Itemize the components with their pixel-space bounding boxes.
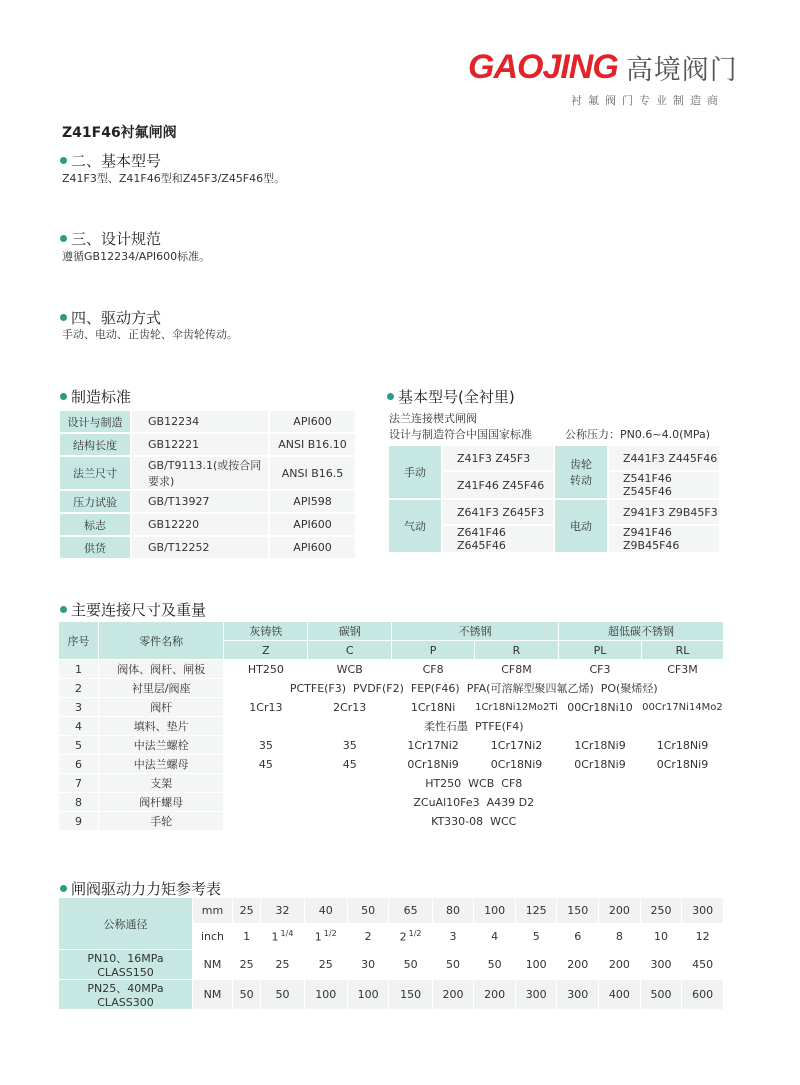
size-inch: [233, 924, 261, 950]
model-cell: Z941F3 Z9B45F3: [608, 499, 720, 525]
inch-whole: 1: [314, 930, 322, 944]
table-row: [59, 774, 724, 793]
size-inch: [682, 924, 724, 950]
material-group-header: 不锈钢: [392, 622, 559, 641]
model-cell: Z941F46 Z9B45F46: [608, 525, 720, 553]
col-header-no: 序号: [59, 622, 99, 660]
row-number: 7: [59, 774, 99, 793]
row-number: 8: [59, 793, 99, 812]
material-cell: 00Cr18Ni10: [559, 698, 642, 717]
part-name: 支架: [98, 774, 224, 793]
size-mm: 125: [515, 898, 557, 924]
size-mm: 300: [682, 898, 724, 924]
model-cell: Z641F3 Z645F3: [442, 499, 554, 525]
torque-value: 300: [557, 980, 599, 1010]
torque-value: 300: [515, 980, 557, 1010]
torque-value: 50: [233, 980, 261, 1010]
size-inch: [474, 924, 516, 950]
gb-standard: GB/T13927: [131, 490, 269, 513]
basic-models-line1: 法兰连接楔式闸阀: [389, 412, 477, 425]
material-code: R: [475, 641, 559, 660]
torque-value: 50: [474, 950, 516, 980]
bullet-dot-icon: [60, 157, 67, 164]
drive-type-label: 气动: [388, 499, 442, 553]
torque-value: 50: [261, 980, 304, 1010]
section-heading-design: 三、设计规范: [60, 228, 161, 249]
model-cell: Z641F46 Z645F46: [442, 525, 554, 553]
size-inch: [557, 924, 599, 950]
size-inch: [347, 924, 389, 950]
row-number: 3: [59, 698, 99, 717]
row-label: 标志: [59, 513, 131, 536]
table-row: [59, 898, 724, 924]
drive-type-label: 手动: [388, 445, 442, 499]
part-name: 中法兰螺母: [98, 755, 224, 774]
table-row: [59, 717, 724, 736]
torque-value: 30: [347, 950, 389, 980]
bullet-dot-icon: [60, 314, 67, 321]
row-label: 供货: [59, 536, 131, 559]
material-cell: 1Cr18Ni9: [559, 736, 642, 755]
torque-value: 50: [389, 950, 432, 980]
material-cell: 35: [308, 736, 392, 755]
table-row: [59, 490, 356, 513]
material-code: P: [392, 641, 475, 660]
pressure-class-label: PN25、40MPa CLASS300: [59, 980, 193, 1010]
gb-standard: GB/T9113.1(或按合同要求): [131, 456, 269, 490]
size-inch: [304, 924, 347, 950]
api-standard: API598: [269, 490, 356, 513]
material-cell: 1Cr18Ni9: [641, 736, 723, 755]
unit-mm: mm: [193, 898, 233, 924]
inch-whole: 2: [364, 930, 372, 943]
connection-table: [58, 621, 724, 831]
table-row: [59, 736, 724, 755]
col-header-part: 零件名称: [98, 622, 224, 660]
material-cell: 00Cr17Ni14Mo2: [641, 698, 723, 717]
torque-value: 450: [682, 950, 724, 980]
row-number: 4: [59, 717, 99, 736]
material-group-header: 碳钢: [308, 622, 392, 641]
table-row: [59, 433, 356, 456]
material-cell: 45: [308, 755, 392, 774]
basic-models-pressure: 公称压力：PN0.6~4.0(MPa): [565, 428, 711, 441]
material-cell: CF8: [392, 660, 475, 679]
unit-nm: NM: [193, 950, 233, 980]
drive-type-label: 齿轮 转动: [554, 445, 608, 499]
gb-standard: GB12234: [131, 410, 269, 433]
torque-value: 100: [515, 950, 557, 980]
section-text-drive: 手动、电动、正齿轮、伞齿轮传动。: [62, 328, 238, 341]
size-mm: 250: [640, 898, 682, 924]
inch-whole: 1: [243, 930, 251, 943]
model-cell: Z41F46 Z45F46: [442, 471, 554, 499]
nominal-diameter-label: 公称通径: [59, 898, 193, 950]
material-cell: 0Cr18Ni9: [475, 755, 559, 774]
api-standard: API600: [269, 513, 356, 536]
row-label: 法兰尺寸: [59, 456, 131, 490]
torque-value: 25: [233, 950, 261, 980]
inch-fraction: 1/2: [408, 929, 422, 939]
material-group-header: 超低碳不锈钢: [559, 622, 724, 641]
inch-fraction: 1/4: [280, 929, 294, 939]
part-name: 手轮: [98, 812, 224, 831]
material-code: RL: [641, 641, 723, 660]
size-mm: 100: [474, 898, 516, 924]
unit-inch: inch: [193, 924, 233, 950]
basic-models-heading: 基本型号(全衬里): [387, 386, 515, 407]
torque-value: 200: [432, 980, 474, 1010]
row-label: 压力试验: [59, 490, 131, 513]
drive-type-label: 电动: [554, 499, 608, 553]
torque-value: 500: [640, 980, 682, 1010]
table-row: [59, 456, 356, 490]
material-cell: CF8M: [475, 660, 559, 679]
row-label: 设计与制造: [59, 410, 131, 433]
header-row: [59, 622, 724, 641]
torque-value: 25: [304, 950, 347, 980]
table-row: [59, 660, 724, 679]
gb-standard: GB12221: [131, 433, 269, 456]
torque-value: 400: [599, 980, 641, 1010]
material-cell: 1Cr17Ni2: [392, 736, 475, 755]
section-heading-drive: 四、驱动方式: [60, 307, 161, 328]
material-code: Z: [224, 641, 308, 660]
mfg-standards-table: [58, 409, 357, 560]
torque-value: 100: [304, 980, 347, 1010]
basic-models-table: [387, 444, 721, 554]
pressure-class-label: PN10、16MPa CLASS150: [59, 950, 193, 980]
material-cell: PCTFE(F3) PVDF(F2) FEP(F46) PFA(可溶解型聚四氟乙烯) PO(聚烯烃): [224, 679, 724, 698]
logo-chinese: 高境阀门: [625, 54, 738, 86]
size-inch: [389, 924, 432, 950]
material-cell: 0Cr18Ni9: [559, 755, 642, 774]
size-mm: 40: [304, 898, 347, 924]
row-number: 1: [59, 660, 99, 679]
table-row: [388, 499, 720, 525]
table-row: [59, 980, 724, 1010]
size-inch: [640, 924, 682, 950]
part-name: 衬里层/阀座: [98, 679, 224, 698]
api-standard: ANSI B16.10: [269, 433, 356, 456]
mfg-standards-heading: 制造标准: [60, 386, 131, 407]
size-inch: [261, 924, 304, 950]
inch-whole: 1: [271, 930, 279, 944]
table-row: [388, 445, 720, 471]
api-standard: API600: [269, 410, 356, 433]
material-cell: 1Cr18Ni: [392, 698, 475, 717]
row-number: 9: [59, 812, 99, 831]
torque-value: 200: [557, 950, 599, 980]
slogan: 衬氟阀门专业制造商: [571, 94, 724, 107]
table-row: [59, 755, 724, 774]
material-cell: HT250: [224, 660, 308, 679]
bullet-dot-icon: [60, 235, 67, 242]
model-cell: Z441F3 Z445F46: [608, 445, 720, 471]
part-name: 阀体、阀杆、闸板: [98, 660, 224, 679]
torque-value: 100: [347, 980, 389, 1010]
material-cell: 1Cr13: [224, 698, 308, 717]
material-cell: CF3: [559, 660, 642, 679]
table-row: [59, 536, 356, 559]
size-mm: 150: [557, 898, 599, 924]
inch-whole: 12: [695, 930, 710, 943]
section-heading-models: 二、基本型号: [60, 150, 161, 171]
bullet-dot-icon: [60, 393, 67, 400]
material-cell: 45: [224, 755, 308, 774]
row-label: 结构长度: [59, 433, 131, 456]
part-name: 阀杆: [98, 698, 224, 717]
torque-value: 200: [599, 950, 641, 980]
api-standard: API600: [269, 536, 356, 559]
inch-whole: 4: [491, 930, 499, 943]
torque-heading: 闸阀驱动力力矩参考表: [60, 878, 221, 899]
inch-whole: 3: [449, 930, 457, 943]
table-row: [59, 410, 356, 433]
model-cell: Z41F3 Z45F3: [442, 445, 554, 471]
part-name: 填料、垫片: [98, 717, 224, 736]
torque-value: 50: [432, 950, 474, 980]
material-cell: 1Cr18Ni12Mo2Ti: [475, 698, 559, 717]
inch-whole: 10: [653, 930, 668, 943]
material-cell: WCB: [308, 660, 392, 679]
bullet-dot-icon: [60, 885, 67, 892]
torque-value: 150: [389, 980, 432, 1010]
gb-standard: GB/T12252: [131, 536, 269, 559]
size-mm: 200: [599, 898, 641, 924]
size-inch: [432, 924, 474, 950]
bullet-dot-icon: [387, 393, 394, 400]
row-number: 6: [59, 755, 99, 774]
material-cell: 0Cr18Ni9: [392, 755, 475, 774]
page-title: Z41F46衬氟闸阀: [62, 125, 177, 141]
size-mm: 50: [347, 898, 389, 924]
table-row: [59, 793, 724, 812]
torque-value: 25: [261, 950, 304, 980]
row-number: 5: [59, 736, 99, 755]
inch-whole: 8: [615, 930, 623, 943]
size-mm: 80: [432, 898, 474, 924]
material-cell: HT250 WCB CF8: [224, 774, 724, 793]
section-text-models: Z41F3型、Z41F46型和Z45F3/Z45F46型。: [62, 172, 286, 185]
table-row: [59, 698, 724, 717]
gb-standard: GB12220: [131, 513, 269, 536]
material-code: C: [308, 641, 392, 660]
material-cell: 2Cr13: [308, 698, 392, 717]
material-cell: 柔性石墨 PTFE(F4): [224, 717, 724, 736]
brand-logo: [468, 48, 738, 86]
bullet-dot-icon: [60, 606, 67, 613]
section-text-design: 遵循GB12234/API600标准。: [62, 250, 211, 263]
material-cell: ZCuAl10Fe3 A439 D2: [224, 793, 724, 812]
table-row: [59, 679, 724, 698]
size-inch: [599, 924, 641, 950]
inch-fraction: 1/2: [323, 929, 337, 939]
part-name: 阀杆螺母: [98, 793, 224, 812]
inch-whole: 6: [574, 930, 582, 943]
table-row: [59, 950, 724, 980]
size-inch: [515, 924, 557, 950]
torque-value: 200: [474, 980, 516, 1010]
material-cell: CF3M: [641, 660, 723, 679]
material-code: PL: [559, 641, 642, 660]
inch-whole: 2: [399, 930, 407, 944]
api-standard: ANSI B16.5: [269, 456, 356, 490]
table-row: [59, 513, 356, 536]
part-name: 中法兰螺栓: [98, 736, 224, 755]
material-group-header: 灰铸铁: [224, 622, 308, 641]
torque-value: 600: [682, 980, 724, 1010]
material-cell: KT330-08 WCC: [224, 812, 724, 831]
torque-value: 300: [640, 950, 682, 980]
connection-heading: 主要连接尺寸及重量: [60, 599, 206, 620]
row-number: 2: [59, 679, 99, 698]
material-cell: 35: [224, 736, 308, 755]
table-row: [59, 812, 724, 831]
size-mm: 65: [389, 898, 432, 924]
torque-table: [58, 897, 724, 1010]
model-cell: Z541F46 Z545F46: [608, 471, 720, 499]
inch-whole: 5: [532, 930, 540, 943]
unit-nm: NM: [193, 980, 233, 1010]
size-mm: 25: [233, 898, 261, 924]
material-cell: 1Cr17Ni2: [475, 736, 559, 755]
logo-english: GAOJING: [468, 47, 618, 86]
basic-models-line2: 设计与制造符合中国国家标准: [389, 428, 532, 441]
material-cell: 0Cr18Ni9: [641, 755, 723, 774]
size-mm: 32: [261, 898, 304, 924]
